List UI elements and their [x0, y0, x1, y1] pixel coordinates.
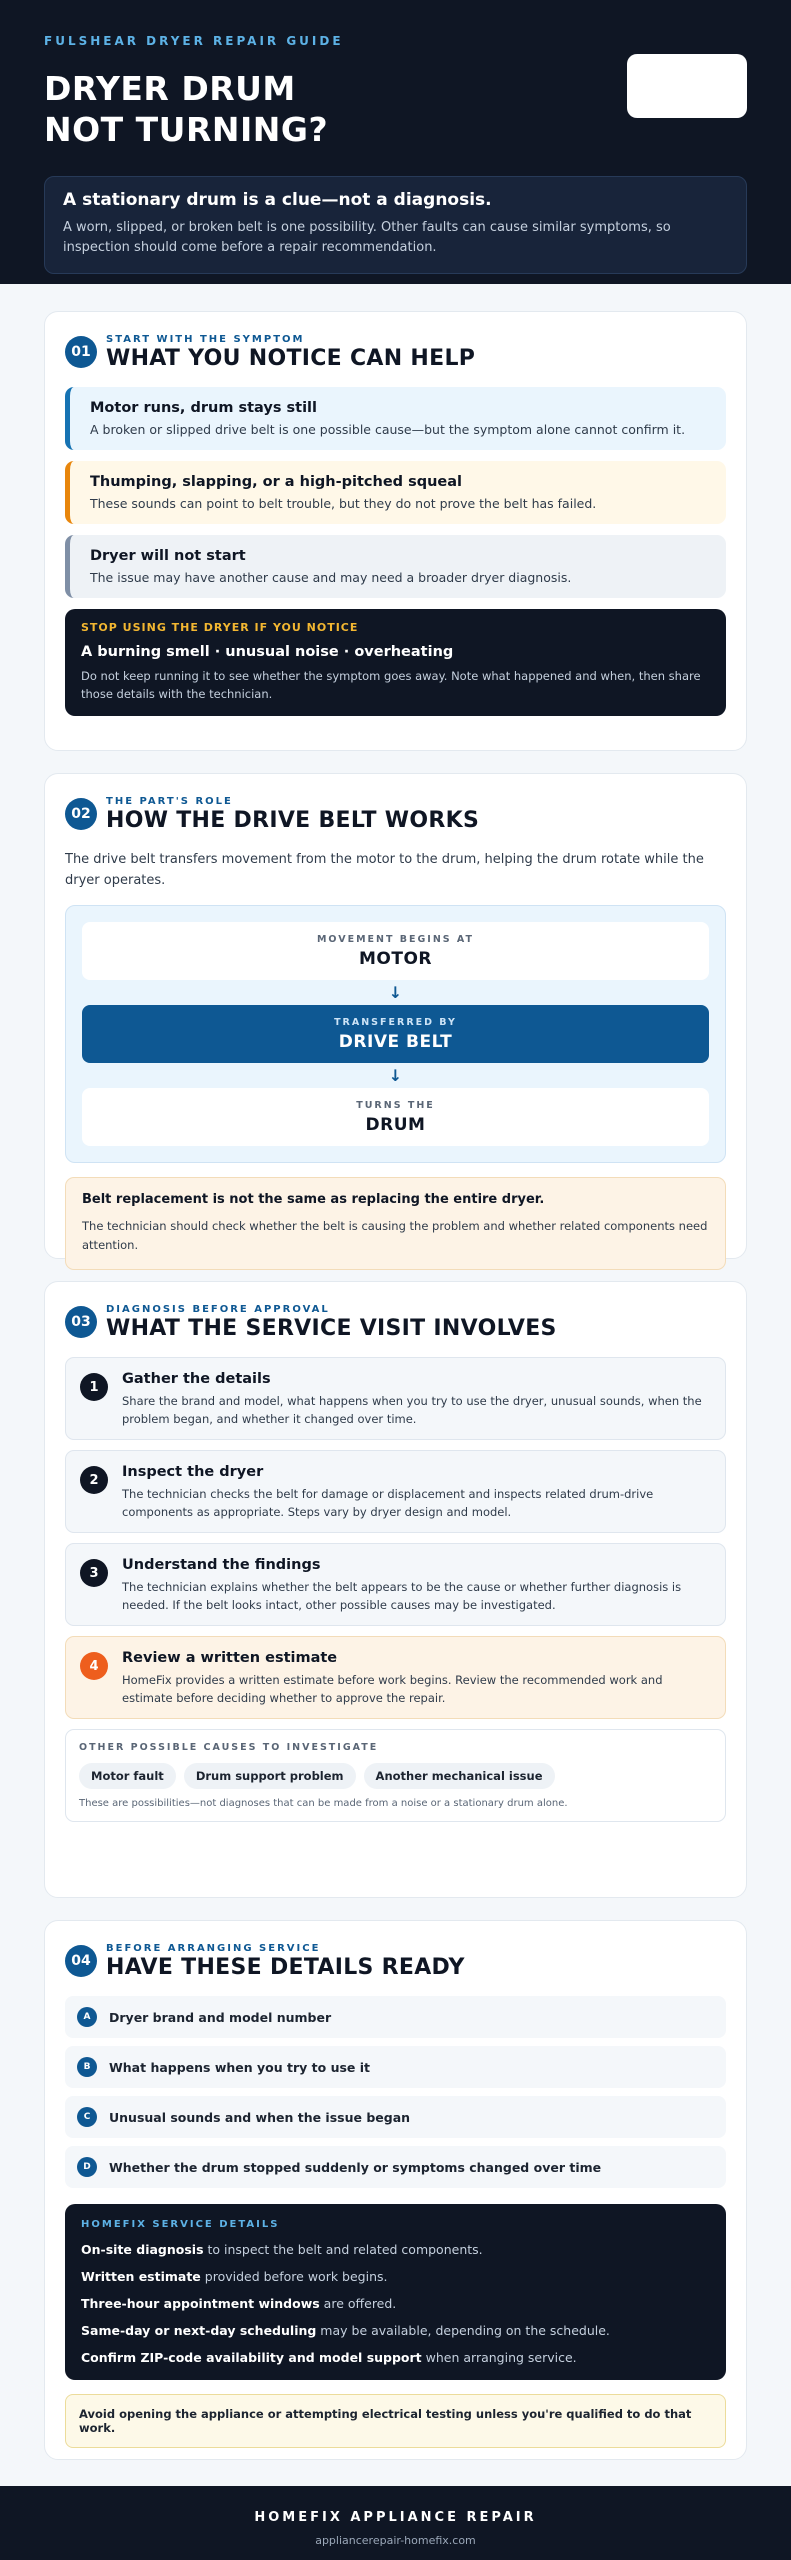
- causes-kicker: OTHER POSSIBLE CAUSES TO INVESTIGATE: [79, 1742, 379, 1753]
- causes-text: These are possibilities—not diagnoses that can be made from a noise or a stationary drum alone.: [79, 1798, 568, 1809]
- checklist-letter: A: [77, 2007, 97, 2027]
- hero-header: [0, 0, 791, 284]
- checklist-letter: B: [77, 2057, 97, 2077]
- footer-brand: HOMEFIX APPLIANCE REPAIR: [254, 2510, 537, 2525]
- section-kicker: THE PART'S ROLE: [106, 796, 233, 807]
- note-title: Belt replacement is not the same as replacing the entire dryer.: [82, 1192, 545, 1207]
- section-title: HOW THE DRIVE BELT WORKS: [106, 808, 480, 833]
- flow-kicker: TRANSFERRED BY: [334, 1017, 457, 1028]
- section-prep: [44, 1920, 747, 2460]
- section-number-badge: 03: [65, 1306, 97, 1338]
- hero-eyebrow: FULSHEAR DRYER REPAIR GUIDE: [44, 34, 344, 48]
- symptom-card: [65, 461, 726, 524]
- section-title: HAVE THESE DETAILS READY: [106, 1955, 465, 1980]
- step-title: Gather the details: [122, 1371, 271, 1387]
- symptom-card: [65, 387, 726, 450]
- step-text: The technician explains whether the belt appears to be the cause or whether further diagnosis is needed. If the belt looks intact, other possible causes may be investigated.: [122, 1580, 682, 1612]
- detail-bold: On-site diagnosis: [81, 2242, 204, 2257]
- section-kicker: START WITH THE SYMPTOM: [106, 334, 305, 345]
- flow-value: DRIVE BELT: [338, 1032, 453, 1052]
- step-title: Review a written estimate: [122, 1650, 338, 1666]
- step-number: 1: [80, 1373, 108, 1401]
- section-kicker: BEFORE ARRANGING SERVICE: [106, 1943, 321, 1954]
- symptom-card: [65, 535, 726, 598]
- section-number-badge: 01: [65, 336, 97, 368]
- section-header: [65, 1304, 726, 1341]
- symptom-text: A broken or slipped drive belt is one possible cause—but the symptom alone cannot confirm it.: [90, 422, 686, 437]
- checklist-text: Whether the drum stopped suddenly or symptoms changed over time: [109, 2159, 602, 2175]
- detail-bold: Three-hour appointment windows: [81, 2296, 320, 2311]
- detail-bold: Same-day or next-day scheduling: [81, 2323, 317, 2338]
- cause-chips: [79, 1763, 712, 1789]
- checklist-item: [65, 2096, 726, 2138]
- detail-line: [81, 2323, 710, 2338]
- checklist-item: [65, 2046, 726, 2088]
- detail-rest: when arranging service.: [421, 2350, 577, 2365]
- detail-bold: Written estimate: [81, 2269, 201, 2284]
- cause-chip: Another mechanical issue: [364, 1763, 555, 1789]
- arrow-down-icon: ↓: [388, 1066, 403, 1085]
- stop-title: A burning smell · unusual noise · overheating: [81, 644, 454, 660]
- detail-line: [81, 2296, 710, 2311]
- details-kicker: HOMEFIX SERVICE DETAILS: [81, 2219, 280, 2230]
- detail-line: [81, 2242, 710, 2257]
- hero-logo-placeholder: [627, 54, 747, 118]
- service-step: [65, 1543, 726, 1626]
- symptom-title: Thumping, slapping, or a high-pitched squeal: [90, 474, 463, 490]
- checklist-text: What happens when you try to use it: [109, 2059, 370, 2075]
- section-number-badge: 04: [65, 1945, 97, 1977]
- checklist-letter: C: [77, 2107, 97, 2127]
- detail-line: [81, 2269, 710, 2284]
- hero-callout-title: A stationary drum is a clue—not a diagnosis.: [63, 190, 492, 210]
- checklist-item: [65, 2146, 726, 2188]
- flow-value: DRUM: [365, 1115, 426, 1135]
- step-text: HomeFix provides a written estimate before work begins. Review the recommended work and estimate before deciding whether to approve the repair.: [122, 1673, 663, 1705]
- cause-chip: Drum support problem: [184, 1763, 356, 1789]
- hero-callout-text: A worn, slipped, or broken belt is one possibility. Other faults can cause similar symptoms, so inspection should come before a repair recommendation.: [63, 220, 671, 255]
- note-text: The technician should check whether the belt is causing the problem and whether related components need attention.: [82, 1219, 708, 1252]
- flow-kicker: MOVEMENT BEGINS AT: [316, 934, 475, 945]
- step-text: The technician checks the belt for damage or displacement and inspects related drum-drive components as appropriate. Steps vary by dryer design and model.: [122, 1487, 654, 1519]
- detail-bold: Confirm ZIP-code availability and model support: [81, 2350, 422, 2365]
- symptom-title: Motor runs, drum stays still: [90, 400, 317, 416]
- detail-line: [81, 2350, 710, 2365]
- step-number: 2: [80, 1466, 108, 1494]
- flow-step-drum: [82, 1088, 709, 1146]
- section-header: [65, 1943, 726, 1980]
- footer-url-link[interactable]: appliancerepair-homefix.com: [315, 2534, 476, 2547]
- section-number-badge: 02: [65, 798, 97, 830]
- section-title: WHAT THE SERVICE VISIT INVOLVES: [106, 1316, 557, 1341]
- flow-value: MOTOR: [358, 949, 432, 969]
- symptom-text: These sounds can point to belt trouble, but they do not prove the belt has failed.: [90, 496, 597, 511]
- section-kicker: DIAGNOSIS BEFORE APPROVAL: [106, 1304, 330, 1315]
- service-details-card: [65, 2204, 726, 2380]
- step-title: Inspect the dryer: [122, 1464, 264, 1480]
- section-header: [65, 796, 726, 833]
- section-belt: [44, 773, 747, 1259]
- symptom-text: The issue may have another cause and may need a broader dryer diagnosis.: [90, 570, 572, 585]
- stop-kicker: STOP USING THE DRYER IF YOU NOTICE: [81, 621, 359, 634]
- section-service: [44, 1281, 747, 1898]
- hero-callout: [44, 176, 747, 274]
- stop-warning-card: [65, 609, 726, 716]
- belt-note: [65, 1177, 726, 1270]
- step-text: Share the brand and model, what happens when you try to use the dryer, unusual sounds, when the problem began, and whether it changed over time.: [122, 1394, 702, 1426]
- service-step: [65, 1357, 726, 1440]
- detail-rest: provided before work begins.: [200, 2269, 388, 2284]
- flow-step-belt: [82, 1005, 709, 1063]
- detail-rest: to inspect the belt and related components.: [203, 2242, 483, 2257]
- service-step-estimate: [65, 1636, 726, 1719]
- checklist-text: Dryer brand and model number: [109, 2009, 332, 2025]
- step-title: Understand the findings: [122, 1557, 321, 1573]
- step-number: 3: [80, 1559, 108, 1587]
- arrow-down-icon: ↓: [388, 983, 403, 1002]
- flow-kicker: TURNS THE: [356, 1100, 435, 1111]
- belt-description: The drive belt transfers movement from the motor to the drum, helping the drum rotate while the dryer operates.: [65, 852, 704, 888]
- cause-chip: Motor fault: [79, 1763, 176, 1789]
- step-number: 4: [80, 1652, 108, 1680]
- belt-flow-diagram: [65, 905, 726, 1163]
- section-title: WHAT YOU NOTICE CAN HELP: [106, 346, 476, 371]
- checklist-item: [65, 1996, 726, 2038]
- page-title: DRYER DRUM NOT TURNING?: [44, 69, 329, 149]
- stop-text: Do not keep running it to see whether the symptom goes away. Note what happened and when, then share those details with the technician.: [81, 669, 701, 701]
- footer: [0, 2486, 791, 2560]
- service-step: [65, 1450, 726, 1533]
- section-header: [65, 334, 726, 371]
- detail-rest: may be available, depending on the schedule.: [316, 2323, 610, 2338]
- section-symptoms: [44, 311, 747, 751]
- other-causes-box: [65, 1729, 726, 1822]
- checklist-text: Unusual sounds and when the issue began: [109, 2109, 411, 2125]
- detail-rest: are offered.: [319, 2296, 397, 2311]
- checklist-letter: D: [77, 2157, 97, 2177]
- flow-step-motor: [82, 922, 709, 980]
- safety-warning: Avoid opening the appliance or attempting electrical testing unless you're qualified to do that work.: [65, 2394, 726, 2448]
- symptom-title: Dryer will not start: [90, 548, 246, 564]
